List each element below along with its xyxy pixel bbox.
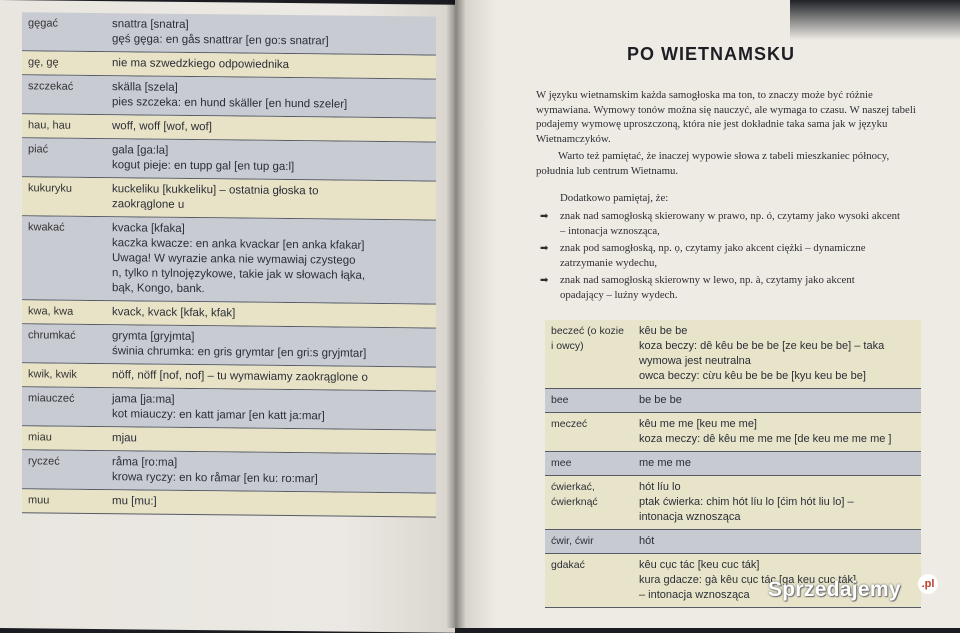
note-text: znak nad samogłoską skierowny w lewo, np. à, czytamy jako akcent opadający – luźny wydech. [560,274,855,301]
translation-line: bąk, Kongo, bank. [112,282,205,296]
translation-cell [106,76,436,117]
animal-sound-term: meczeć [551,418,588,430]
translation-line: kogut pieje: en tupp gal [en tup ga:l] [112,159,295,174]
translation-line: koza meczy: dê kêu me me me [de keu me me me ] [639,433,892,445]
animal-sound-term: gęgać [28,17,58,30]
translation-line: kêu be be [639,325,688,337]
translation-cell [106,52,436,78]
translation-line: Uwaga! W wyrazie anka nie wymawiaj czystego [112,252,356,267]
animal-sound-term: gę, gę [28,56,59,69]
translation-line: kaczka kwacze: en anka kvackar [en anka kfakar] [112,237,365,252]
translation-line: kot miauczy: en katt jamar [en katt ja:mar] [112,408,325,423]
translation-line: kvacka [kfaka] [112,222,185,235]
translation-line: me me me [639,457,691,469]
intro-text [536,88,916,181]
translation-cell [106,451,436,492]
translation-line: gala [ga:la] [112,144,169,157]
animal-sound-term: ćwir, ćwir [551,535,594,547]
table-row [22,75,436,118]
animal-sound-term: kwa, kwa [28,305,74,318]
animal-sound-term: muu [28,494,50,507]
translation-cell [106,13,436,54]
table-row [22,387,436,430]
translation-line: mjau [112,432,137,445]
translation-line: kuckeliku [kukkeliku] – ostatnia głoska to [112,183,319,198]
translation-line: hót [639,535,655,547]
translation-cell [633,530,921,553]
translation-cell [633,476,921,529]
translation-line: n, tylko n tylnojęzykowe, takie jak w słowach łąka, [112,267,366,282]
table-row [22,489,436,517]
table-row [22,177,436,220]
background-corner [790,0,960,40]
translation-line: zaokrąglone u [112,198,185,211]
translation-line: be be be [639,394,682,406]
intro-paragraph-2: Warto też pamiętać, że inaczej wypowie słowa z tabeli mieszkaniec północy, południa lub centrum Wietnamu. [536,150,890,177]
translation-cell [106,364,436,390]
translation-line: hót líu lo [639,481,681,493]
translation-line: ptak ćwierka: chim hót líu lo [ćim hót liu lo] – [639,496,854,508]
animal-sound-term: chrumkać [28,329,76,342]
translation-line: nie ma szwedzkiego odpowiednika [112,57,290,72]
translation-line: mu [mu:] [112,495,157,508]
translation-line: koza beczy: dê kêu be be be [ze keu be be] – taka wymowa jest neutralna [639,340,885,367]
table-row [545,389,921,413]
translation-line: – intonacja wznosząca [639,589,750,601]
arrow-right-icon: ➡ [540,211,549,222]
table-row [22,324,436,367]
table-row [22,12,436,55]
table-row [545,413,921,452]
translation-line: kura gdacze: gà kêu cục tác [ga keu cuc ták] [639,574,857,586]
translation-cell [106,115,436,141]
translation-line: świnia chrumka: en gris grymtar [en gri:s gryjmtar] [112,345,367,360]
translation-line: pies szczeka: en hund skäller [en hund szeler] [112,96,348,111]
translation-cell [633,413,921,451]
book-gutter [446,0,466,628]
translation-cell [106,139,436,180]
translation-line: krowa ryczy: en ko råmar [en ku: ro:mar] [112,471,318,486]
intro-paragraph-1: W języku wietnamskim każda samogłoska ma ton, to znaczy może być różnie wymawiana. Wymowy tonów można się nauczyć, ale wymaga to czasu. W naszej tabeli podajemy wymowę uproszczoną, która nie jest dokładnie taka sama jak w języku Wietnamczyków. [536,89,916,145]
translation-cell [106,178,436,219]
translation-cell [106,217,436,303]
translation-line: woff, woff [wof, wof] [112,120,212,134]
translation-cell [106,388,436,429]
translation-cell [106,427,436,453]
animal-sound-term: beczeć (o kozie i owcy) [551,325,624,352]
translation-line: owca beczy: cừu kêu be be be [kyu keu be be] [639,370,866,382]
note-text: znak pod samogłoską, np. ọ, czytamy jako akcent ciężki – dynamiczne zatrzymanie wydechu, [560,242,866,269]
right-vocabulary-table [545,320,921,608]
animal-sound-term: piać [28,143,49,156]
translation-line: råma [ro:ma] [112,456,178,469]
animal-sound-term: miauczeć [28,392,75,405]
table-row [545,320,921,389]
table-row [545,452,921,476]
table-row [22,138,436,181]
animal-sound-term: kwakać [28,221,65,234]
translation-line: grymta [gryjmta] [112,330,195,344]
table-row [22,216,436,304]
note-item [540,209,900,239]
translation-line: snattra [snatra] [112,18,189,31]
notes-list [540,209,900,305]
translation-line: kvack, kvack [kfak, kfak] [112,306,236,320]
animal-sound-term: miau [28,431,52,444]
arrow-right-icon: ➡ [540,243,549,254]
animal-sound-term: kwik, kwik [28,368,77,381]
arrow-right-icon: ➡ [540,275,549,286]
animal-sound-term: mee [551,457,572,469]
translation-cell [633,389,921,412]
translation-cell [106,301,436,327]
page-title: PO WIETNAMSKU [627,44,795,64]
table-row [545,530,921,554]
note-text: znak nad samogłoską skierowany w prawo, np. ó, czytamy jako wysoki akcent – intonacja wznosząca, [560,210,901,237]
translation-cell [106,325,436,366]
note-item [540,273,900,303]
animal-sound-term: bee [551,394,569,406]
translation-line: skälla [szela] [112,81,178,94]
table-row [22,450,436,493]
table-row [545,476,921,530]
translation-cell [633,320,921,388]
translation-line: kêu cục tác [keu cuc ták] [639,559,760,571]
translation-line: nöff, nöff [nof, nof] – tu wymawiamy zaokrąglone o [112,369,368,384]
notes-heading: Dodatkowo pamiętaj, że: [560,192,669,204]
animal-sound-term: szczekać [28,80,74,93]
left-page [0,0,455,633]
animal-sound-term: hau, hau [28,119,71,132]
note-item [540,241,900,271]
translation-line: jama [ja:ma] [112,393,175,406]
animal-sound-term: kukuryku [28,182,73,195]
left-vocabulary-table [22,12,436,517]
translation-line: intonacja wznosząca [639,511,741,523]
translation-cell [633,452,921,475]
translation-line: kêu me me [keu me me] [639,418,757,430]
animal-sound-term: ryczeć [28,455,60,468]
watermark-logo: Sprzedajemy [768,578,901,601]
animal-sound-term: gdakać [551,559,585,571]
watermark-suffix: .pl [918,574,938,594]
translation-cell [106,490,436,516]
translation-line: gęś gęga: en gås snattrar [en go:s snatrar] [112,33,329,48]
animal-sound-term: ćwierkać, ćwierknąć [551,481,598,508]
